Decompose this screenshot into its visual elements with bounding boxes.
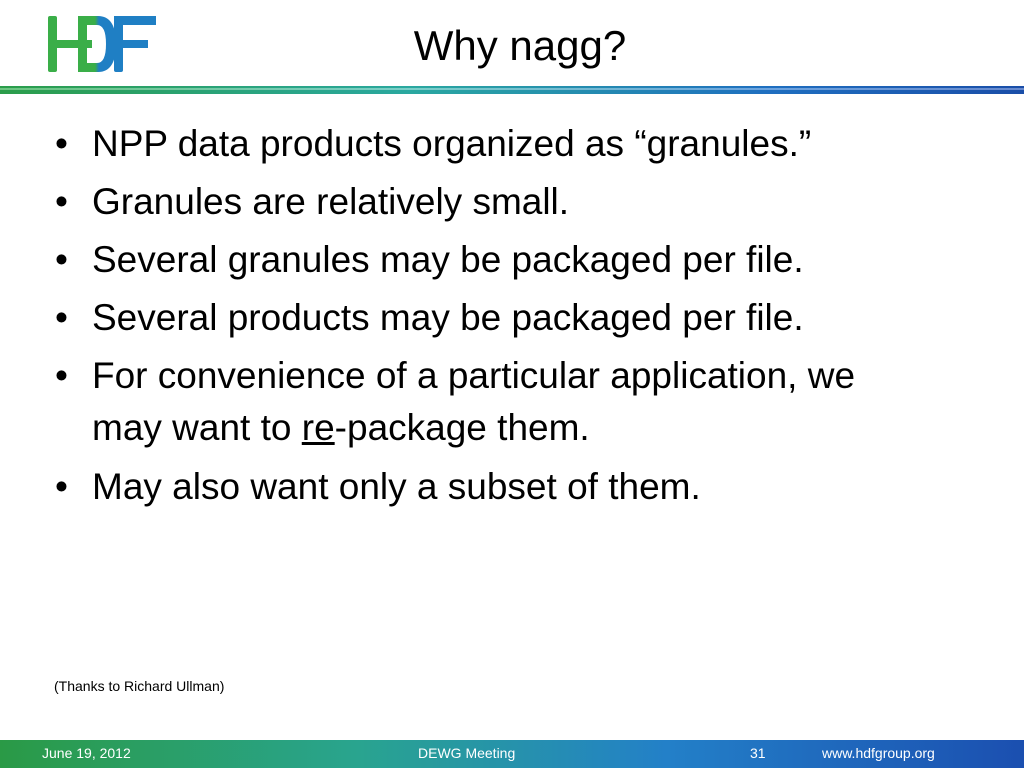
bullet-item	[55, 292, 995, 343]
credit-note: (Thanks to Richard Ullman)	[54, 678, 225, 694]
footer-date: June 19, 2012	[42, 745, 131, 761]
bullet-marker: •	[55, 239, 68, 280]
bullet-text: NPP data products organized as “granules.”	[92, 123, 812, 164]
bullet-text: Several products may be packaged per file.	[92, 297, 804, 338]
bullet-item	[55, 234, 995, 285]
title-divider-highlight	[0, 88, 1024, 90]
bullet-text: May also want only a subset of them.	[92, 466, 701, 507]
bullet-marker: •	[55, 123, 68, 164]
bullet-text-line1: For convenience of a particular application, we	[92, 355, 856, 396]
bullet-marker: •	[55, 297, 68, 338]
bullet-text-line2-after: -package them.	[334, 407, 590, 448]
bullet-item	[55, 350, 995, 454]
bullet-marker: •	[55, 466, 68, 507]
underlined-prefix: re	[301, 407, 335, 448]
bullet-text: Several granules may be packaged per file.	[92, 239, 804, 280]
bullet-item	[55, 176, 995, 227]
bullet-item	[55, 118, 995, 169]
bullet-marker: •	[55, 355, 68, 396]
footer-bar	[0, 740, 1024, 768]
footer-url[interactable]: www.hdfgroup.org	[822, 745, 935, 761]
footer-meeting: DEWG Meeting	[418, 745, 516, 761]
bullet-text-line2-before: may want to	[92, 407, 302, 448]
bullet-list	[55, 118, 995, 519]
bullet-marker: •	[55, 181, 68, 222]
slide-title: Why nagg?	[413, 22, 627, 69]
bullet-text: Granules are relatively small.	[92, 181, 570, 222]
footer-page-number: 31	[750, 745, 766, 761]
bullet-item	[55, 461, 995, 512]
